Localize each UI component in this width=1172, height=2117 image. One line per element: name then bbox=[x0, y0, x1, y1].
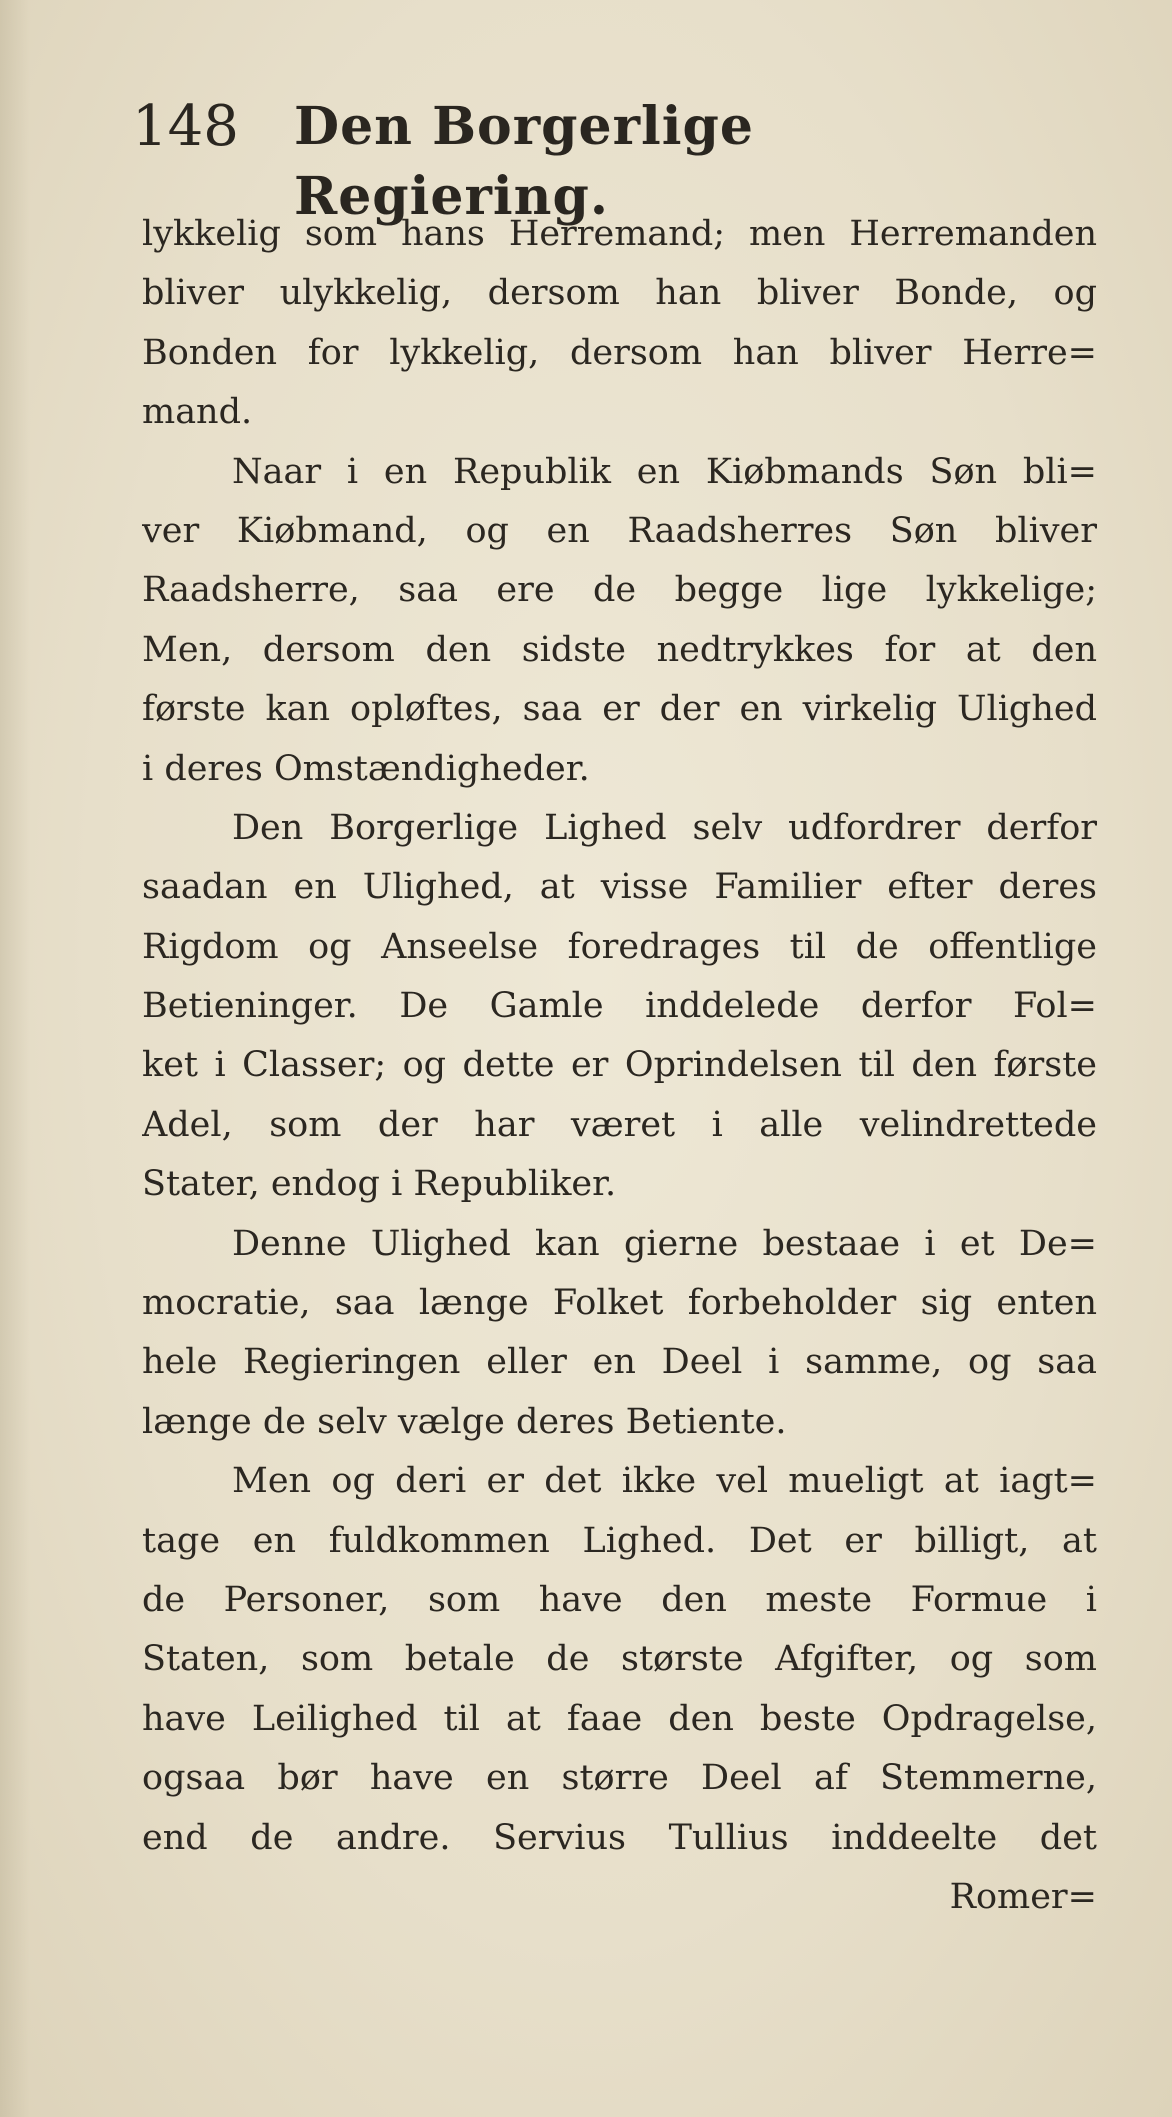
text-line: Bonden for lykkelig, dersom han bliver Herre= bbox=[142, 332, 1097, 373]
text-line: tage en fuldkommen Lighed. Det er billigt, at bbox=[142, 1520, 1097, 1561]
text-line: saadan en Ulighed, at visse Familier efter deres bbox=[142, 867, 1097, 908]
text-line: Men og deri er det ikke vel mueligt at iagt= bbox=[232, 1461, 1097, 1502]
text-line: have Leilighed til at faae den beste Opdragelse, bbox=[142, 1698, 1097, 1739]
text-line: Staten, som betale de største Afgifter, og som bbox=[142, 1639, 1097, 1680]
text-line: Men, dersom den sidste nedtrykkes for at den bbox=[142, 629, 1097, 670]
page-header bbox=[132, 92, 1072, 227]
text-line: ver Kiøbmand, og en Raadsherres Søn bliver bbox=[142, 510, 1097, 551]
text-line: Raadsherre, saa ere de begge lige lykkelige; bbox=[142, 570, 1097, 611]
text-line: Den Borgerlige Lighed selv udfordrer derfor bbox=[232, 807, 1097, 848]
page-number: 148 bbox=[132, 94, 239, 159]
text-line: Denne Ulighed kan gierne bestaae i et De= bbox=[232, 1223, 1097, 1264]
text-line: første kan opløftes, saa er der en virkelig Ulighed bbox=[142, 689, 1097, 730]
text-line: Rigdom og Anseelse foredrages til de offentlige bbox=[142, 926, 1097, 967]
text-line: de Personer, som have den meste Formue i bbox=[142, 1579, 1097, 1620]
text-line: Stater, endog i Republiker. bbox=[142, 1164, 617, 1205]
text-line: Naar i en Republik en Kiøbmands Søn bli= bbox=[232, 451, 1097, 492]
text-line: længe de selv vælge deres Betiente. bbox=[142, 1401, 787, 1442]
text-line: end de andre. Servius Tullius inddeelte det bbox=[142, 1817, 1097, 1858]
text-line: hele Regieringen eller en Deel i samme, og saa bbox=[142, 1342, 1097, 1383]
page-gutter-shadow bbox=[0, 0, 30, 2117]
text-line: mand. bbox=[142, 392, 253, 433]
text-line: mocratie, saa længe Folket forbeholder sig enten bbox=[142, 1283, 1097, 1324]
text-line: i deres Omstændigheder. bbox=[142, 748, 590, 789]
text-line: bliver ulykkelig, dersom han bliver Bonde, og bbox=[142, 273, 1097, 314]
text-line: ket i Classer; og dette er Oprindelsen til den første bbox=[142, 1045, 1097, 1086]
body-text bbox=[142, 205, 1097, 1927]
text-line: lykkelig som hans Herremand; men Herremanden bbox=[142, 214, 1097, 254]
text-line: ogsaa bør have en større Deel af Stemmerne, bbox=[142, 1758, 1097, 1799]
text-line: Adel, som der har været i alle velindrettede bbox=[142, 1104, 1097, 1145]
text-line: Betieninger. De Gamle inddelede derfor Fol= bbox=[142, 986, 1097, 1027]
catchword: Romer= bbox=[949, 1876, 1097, 1917]
running-head: Den Borgerlige Regiering. bbox=[294, 96, 754, 227]
